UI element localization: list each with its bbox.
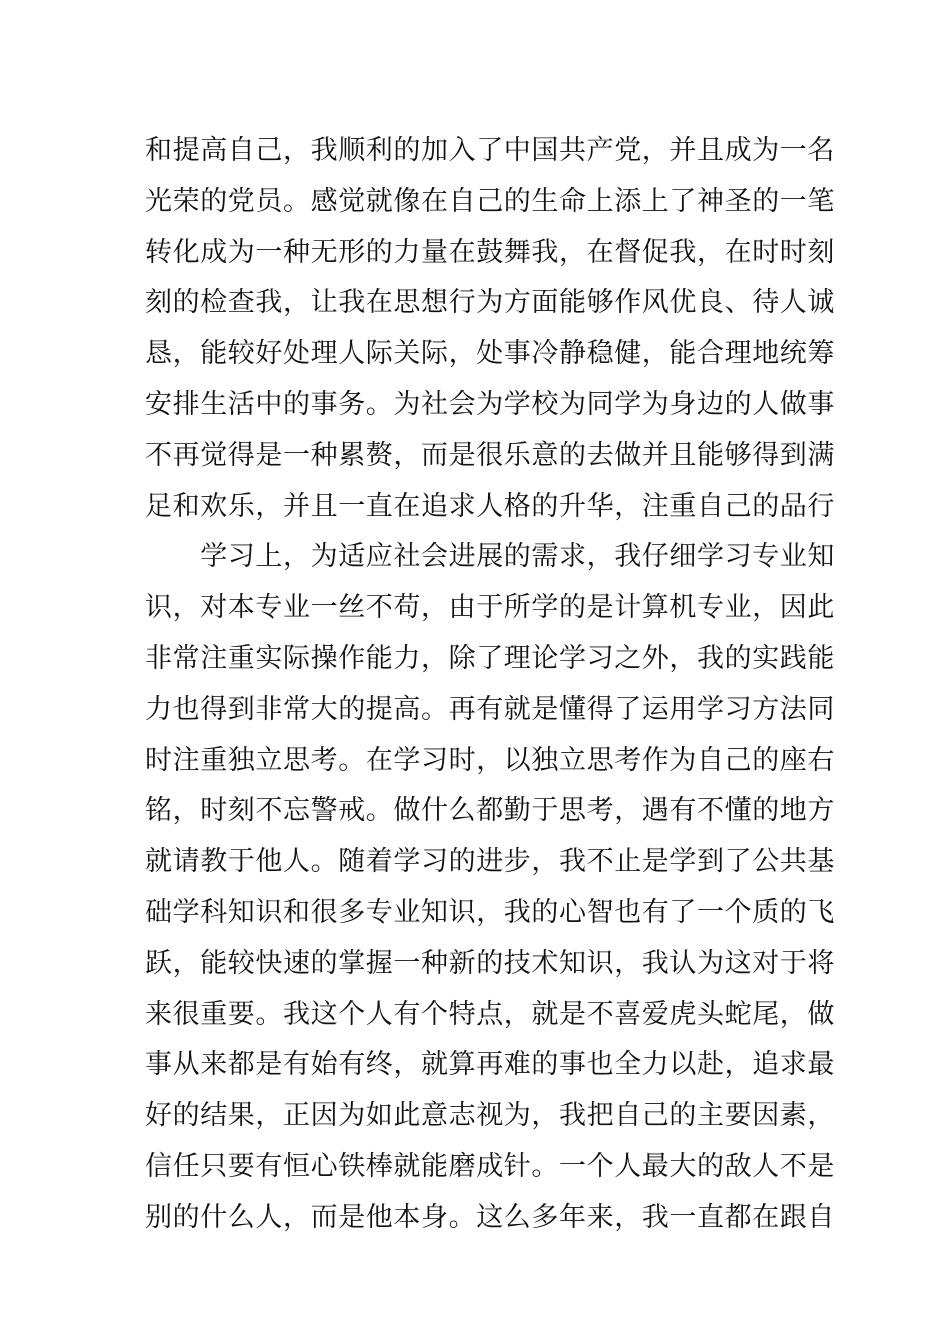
text-line: 础学科知识和很多专业知识，我的心智也有了一个质的飞 xyxy=(145,896,835,928)
paragraph-start-line: 学习上，为适应社会进展的需求，我仔细学习专业知 xyxy=(145,541,835,573)
text-line: 安排生活中的事务。为社会为学校为同学为身边的人做事 xyxy=(145,388,835,420)
text-line: 跃，能较快速的掌握一种新的技术知识，我认为这对于将 xyxy=(145,947,835,979)
text-line: 信任只要有恒心铁棒就能磨成针。一个人最大的敌人不是 xyxy=(145,1150,835,1182)
text-line: 恳，能较好处理人际关际，处事冷静稳健，能合理地统筹 xyxy=(145,338,835,370)
text-line: 好的结果，正因为如此意志视为，我把自己的主要因素， xyxy=(145,1100,835,1132)
text-line: 就请教于他人。随着学习的进步，我不止是学到了公共基 xyxy=(145,846,835,878)
text-line: 别的什么人，而是他本身。这么多年来，我一直都在跟自 xyxy=(145,1201,835,1233)
text-line: 不再觉得是一种累赘，而是很乐意的去做并且能够得到满 xyxy=(145,439,835,471)
document-body xyxy=(145,126,835,1244)
text-line: 来很重要。我这个人有个特点，就是不喜爱虎头蛇尾，做 xyxy=(145,998,835,1030)
text-line: 光荣的党员。感觉就像在自己的生命上添上了神圣的一笔 xyxy=(145,185,835,217)
text-line: 和提高自己，我顺利的加入了中国共产党，并且成为一名 xyxy=(145,135,835,166)
text-line: 识，对本专业一丝不苟，由于所学的是计算机专业，因此 xyxy=(145,592,835,624)
text-line: 转化成为一种无形的力量在鼓舞我，在督促我，在时时刻 xyxy=(145,236,835,268)
text-line: 足和欢乐，并且一直在追求人格的升华，注重自己的品行 xyxy=(145,490,835,522)
text-line: 非常注重实际操作能力，除了理论学习之外，我的实践能 xyxy=(145,642,835,674)
text-line: 力也得到非常大的提高。再有就是懂得了运用学习方法同 xyxy=(145,693,835,725)
text-line: 事从来都是有始有终，就算再难的事也全力以赴，追求最 xyxy=(145,1049,835,1081)
text-line: 时注重独立思考。在学习时，以独立思考作为自己的座右 xyxy=(145,744,835,776)
text-line: 铭，时刻不忘警戒。做什么都勤于思考，遇有不懂的地方 xyxy=(145,795,835,827)
text-line: 刻的检查我，让我在思想行为方面能够作风优良、待人诚 xyxy=(145,287,835,319)
